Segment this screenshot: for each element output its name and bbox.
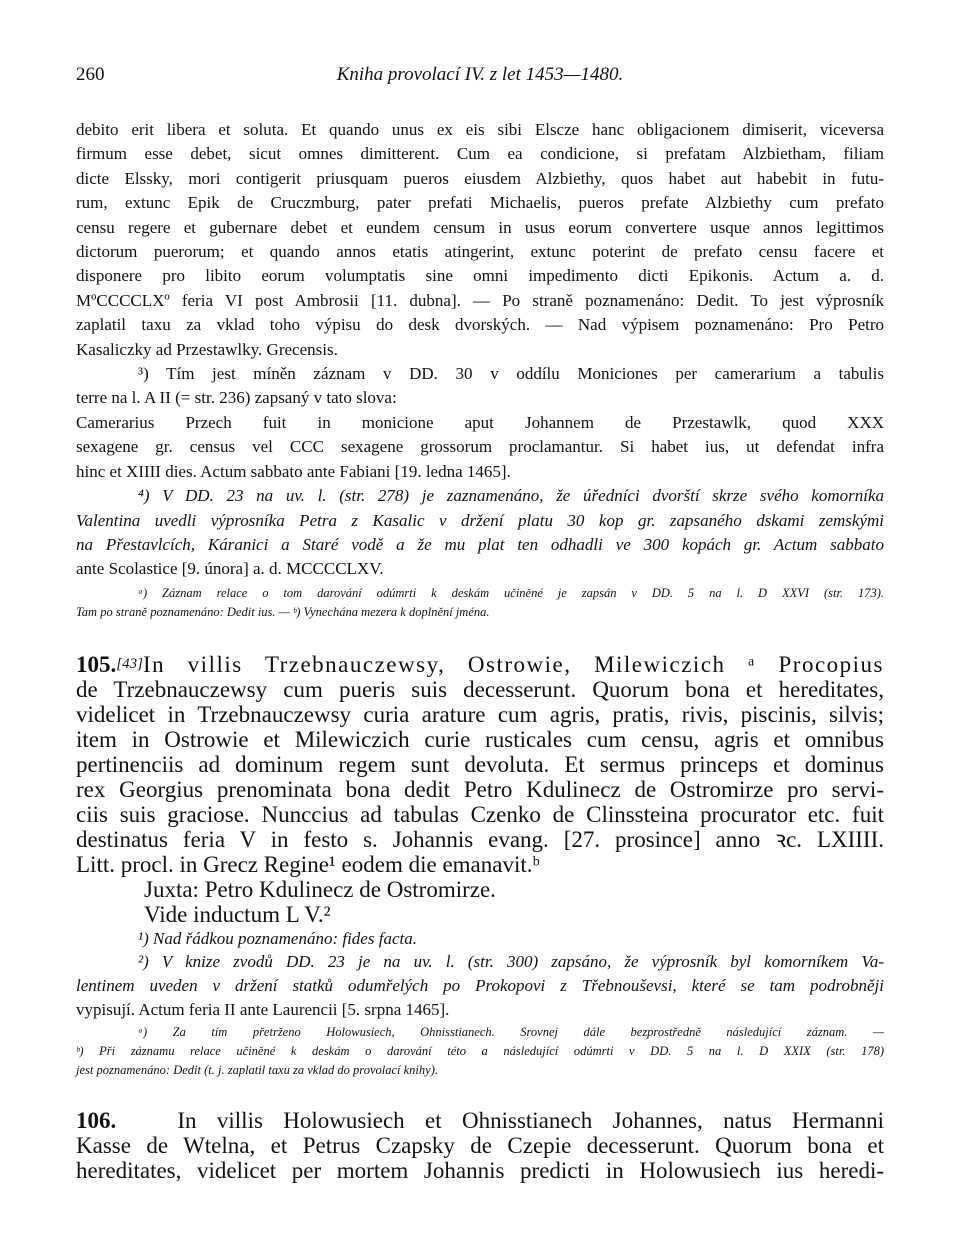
vide-line: Vide inductum L V.² (144, 901, 331, 927)
juxta-line: Juxta: Petro Kdulinecz de Ostromirze. (144, 876, 496, 902)
entry-number: 105. (76, 651, 117, 677)
footnote-2-line: ²) V knize zvodů DD. 23 je na uv. l. (str. 300) zapsáno, že výprosník byl komorníkem Va- (138, 952, 884, 972)
critical-note-line: ᵃ) Za tím přetrženo Holowusiech, Ohnisstianech. Srovnej dále bezprostředně následující záznam. — (138, 1025, 884, 1040)
quoted-record-line: hinc et XIIII dies. Actum sabbato ante Fabiani [19. ledna 1465]. (76, 461, 511, 481)
footnote-4-line: na Přestavlcích, Káranici a Staré vodě a že mu plat ten odhadli ve 300 kopách gr. Actum sabbato (76, 534, 884, 554)
text-line: firmum esse debet, sicut omnes dimitterent. Cum ea condicione, si prefatam Alzbietham, filiam (76, 144, 884, 164)
previous-entry-continuation (76, 118, 884, 582)
critical-note-line: Tam po straně poznamenáno: Dedit ius. — ᵇ) Vynechána mezera k doplnění jména. (76, 604, 490, 619)
critical-notes-105 (76, 1023, 884, 1080)
page-number: 260 (76, 64, 105, 85)
footnote-4-line: ante Scolastice [9. února] a. d. MCCCCLXV. (76, 559, 384, 579)
text-line: dicte Elssky, mori contigerit priusquam pueros eiusdem Alzbiethy, quos habet aut habebit in futu- (76, 168, 884, 188)
text-line: In villis Trzebnauczewsy, Ostrowie, Milewiczich ᵃ Procopius (142, 651, 884, 677)
text-line: In villis Holowusiech et Ohnisstianech Johannes, natus Hermanni (177, 1108, 884, 1134)
text-line: dictorum puerorum; et quando annos etatis atingerint, extunc poterint de prefato censu facere et (76, 242, 884, 262)
page (76, 60, 884, 1183)
quoted-record-line: Camerarius Przech fuit in monicione aput Johannem de Przestawlk, quod XXX (76, 412, 884, 432)
text-line: Litt. procl. in Grecz Regine¹ eodem die emanavit.ᵇ (76, 851, 540, 877)
footnote-4-line: ⁴) V DD. 23 na uv. l. (str. 278) je zaznamenáno, že úředníci dvorští skrze svého komorníka (138, 486, 884, 506)
text-line: rum, extunc Epik de Cruczmburg, pater prefati Michaelis, pueros prefate Alzbiethy cum prefato (76, 193, 884, 213)
text-line: Kasaliczky ad Przestawlky. Grecensis. (76, 339, 338, 359)
text-line: censu regere et gubernare debet et eundem censum in usus eorum convertere usque annos legittimos (76, 217, 884, 237)
text-line: de Trzebnauczewsy cum pueris suis decesserunt. Quorum bona et hereditates, (76, 676, 884, 702)
footnote-4-line: Valentina uvedli výprosníka Petra z Kasalic v držení platu 30 kop gr. zapsaného dskami zemskými (76, 510, 884, 530)
critical-note-line: jest poznamenáno: Dedit (t. j. zaplatil taxu za vklad do provolací knihy). (76, 1063, 438, 1078)
critical-note-line: ᵇ) Při záznamu relace učiněné k deskám o darování této a následující odúmrti v DD. 5 na l. D XXIX (str. 178) (76, 1044, 884, 1059)
text-line: Kasse de Wtelna, et Petrus Czapsky de Czepie decesserunt. Quorum bona et (76, 1133, 884, 1159)
footnote-3-line: terre na l. A II (= str. 236) zapsaný v tato slova: (76, 388, 397, 408)
text-line: item in Ostrowie et Milewiczich curie rusticales cum censu, agris et omnibus (76, 726, 884, 752)
running-title: Kniha provolací IV. z let 1453—1480. (336, 64, 624, 85)
entry-number: 106. (76, 1108, 117, 1134)
text-line: zaplatil taxu za vklad toho výpisu do desk dvorských. — Nad výpisem poznamenáno: Pro Petro (76, 315, 884, 335)
critical-notes-previous (76, 584, 884, 622)
text-line: ciis suis graciose. Nunccius ad tabulas Czenko de Clinssteina procurator etc. fuit (76, 801, 884, 827)
footnote-1: ¹) Nad řádkou poznamenáno: fides facta. (138, 928, 417, 948)
entry-106 (76, 1108, 884, 1183)
entry-105-footnotes (76, 927, 884, 1021)
text-line: MºCCCCLXº feria VI post Ambrosii [11. dubna]. — Po straně poznamenáno: Dedit. To jest výprosník (76, 290, 884, 310)
text-line: debito erit libera et soluta. Et quando unus ex eis sibi Elscze hanc obligacionem dimiserit, viceversa (76, 120, 884, 139)
footnote-2-line: vypisují. Actum feria II ante Laurencii [5. srpna 1465]. (76, 999, 450, 1019)
folio-mark: [43] (116, 655, 143, 672)
text-line: destinatus feria V in festo s. Johannis evang. [27. prosince] anno ꝛc. LXIIII. (76, 826, 884, 852)
running-header (76, 60, 884, 90)
footnote-2-line: lentinem uveden v držení statků odumřelých po Prokopovi z Třebnouševsi, které se tam podrobněji (76, 975, 884, 995)
entry-105 (76, 652, 884, 927)
text-line: hereditates, videlicet per mortem Johannis predicti in Holowusiech ius heredi- (76, 1158, 884, 1184)
text-line: pertinenciis ad dominum regem sunt devoluta. Et sermus princeps et dominus (76, 751, 884, 777)
text-line: videlicet in Trzebnauczewsy curia arature cum agris, pratis, rivis, piscinis, silvis; (76, 701, 884, 727)
text-line: disponere pro libito eorum volumptatis sine omni impedimento dicti Epikonis. Actum a. d. (76, 266, 884, 286)
footnote-3-line: ³) Tím jest míněn záznam v DD. 30 v oddílu Moniciones per camerarium a tabulis (138, 364, 884, 384)
text-line: rex Georgius prenominata bona dedit Petro Kdulinecz de Ostromirze pro servi- (76, 776, 884, 802)
quoted-record-line: sexagene gr. census vel CCC sexagene grossorum proclamantur. Si habet ius, ut defendat infra (76, 437, 884, 457)
critical-note-line: ᵃ) Záznam relace o tom darování odúmrti k deskám učiněné je zapsán v DD. 5 na l. D XXVI (str. 173). (138, 585, 884, 600)
